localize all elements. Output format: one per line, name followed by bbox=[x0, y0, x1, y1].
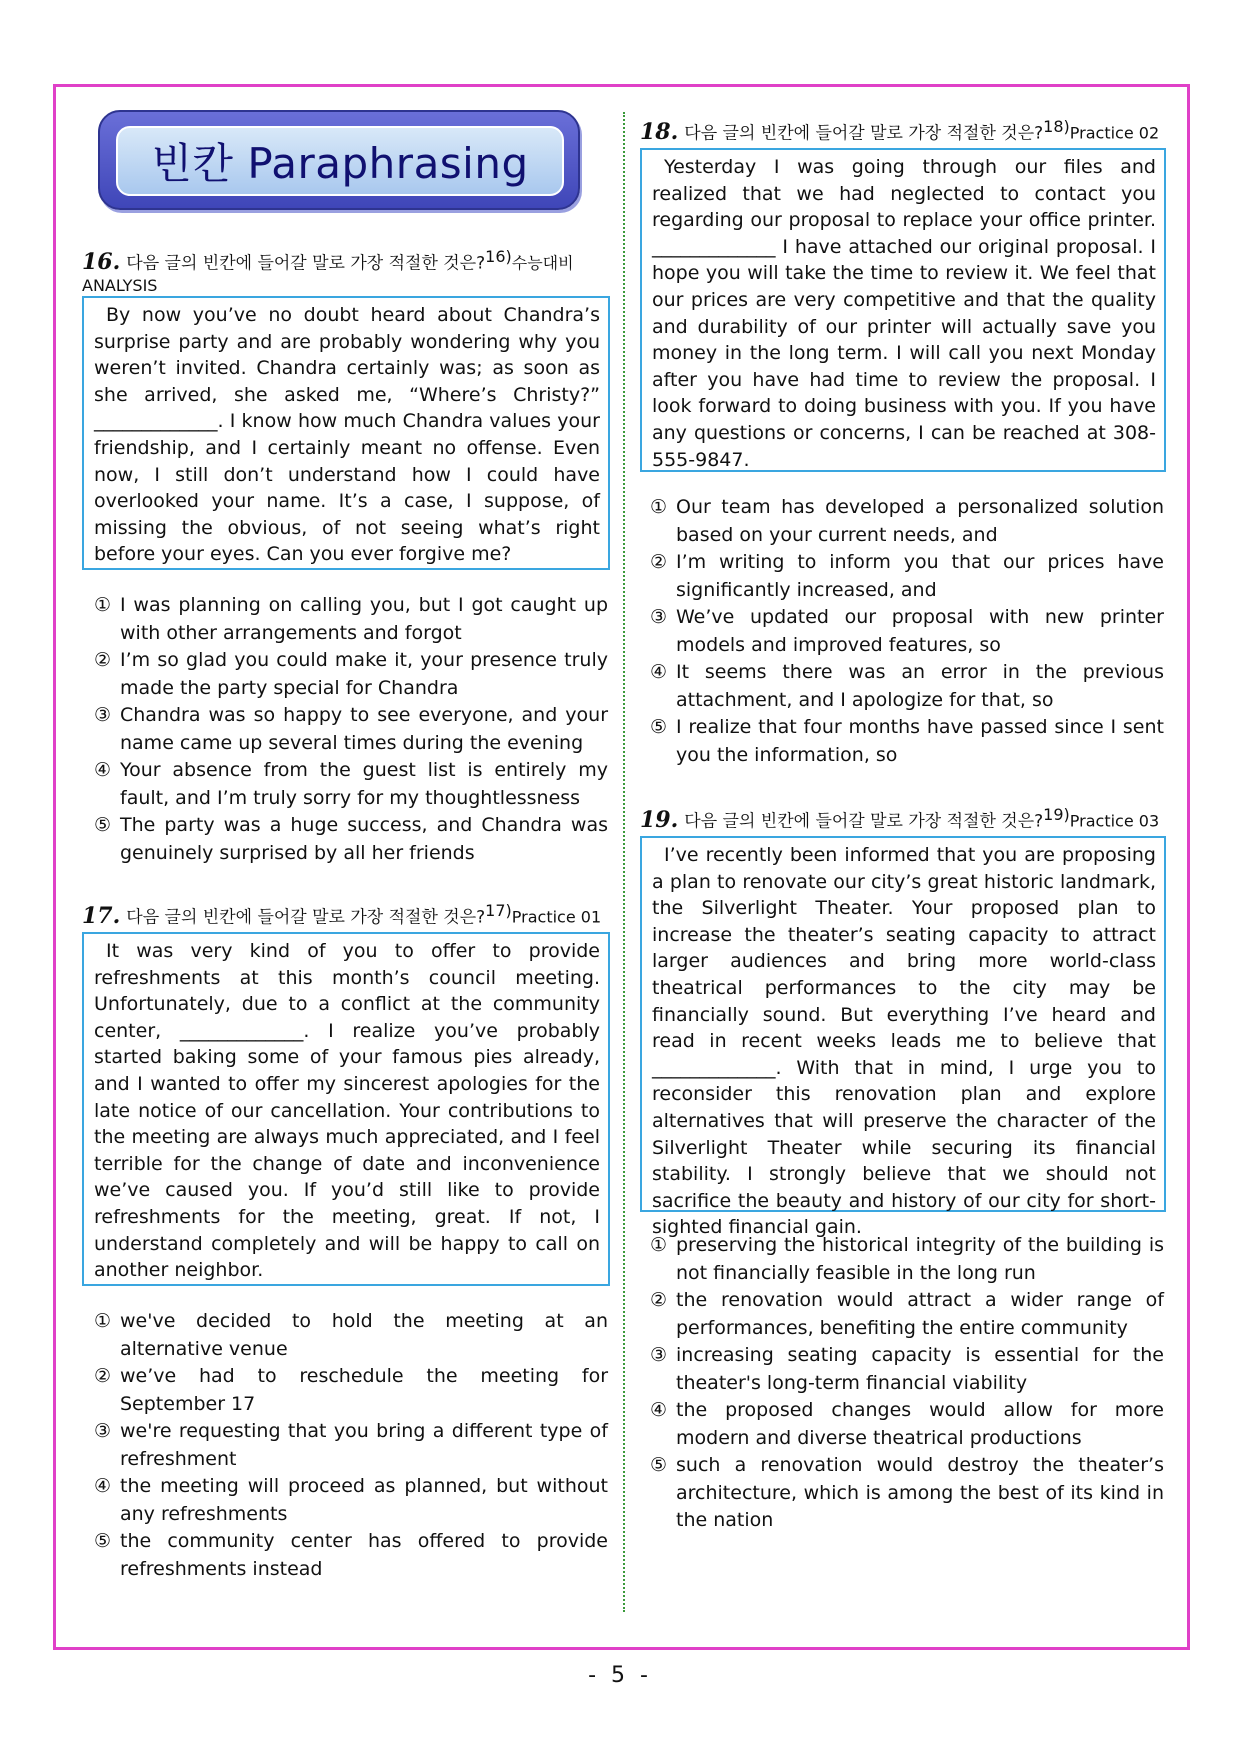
choice-5[interactable] bbox=[648, 1452, 1164, 1535]
choice-text: the meeting will proceed as planned, but without any refreshments bbox=[120, 1475, 608, 1525]
choice-text: we're requesting that you bring a different type of refreshment bbox=[120, 1420, 608, 1470]
choice-text: we've decided to hold the meeting at an alternative venue bbox=[120, 1310, 608, 1360]
choice-text: Chandra was so happy to see everyone, and your name came up several times during the evening bbox=[120, 704, 608, 754]
choice-text: I’m so glad you could make it, your presence truly made the party special for Chandra bbox=[120, 649, 608, 699]
question-16-passage bbox=[82, 296, 610, 570]
choice-marker: ⑤ bbox=[94, 814, 112, 836]
choice-1[interactable] bbox=[648, 1232, 1164, 1287]
question-17-passage bbox=[82, 932, 610, 1286]
question-18-choices bbox=[648, 494, 1164, 769]
choice-text: the community center has offered to provide refreshments instead bbox=[120, 1530, 608, 1580]
choice-3[interactable] bbox=[648, 604, 1164, 659]
question-16-header bbox=[82, 246, 610, 297]
question-source: Practice 01 bbox=[511, 907, 602, 927]
choice-marker: ④ bbox=[94, 1475, 112, 1497]
choice-marker: ① bbox=[650, 1234, 668, 1256]
choice-marker: ① bbox=[94, 1310, 112, 1332]
choice-2[interactable] bbox=[92, 1363, 608, 1418]
choice-marker: ③ bbox=[650, 1344, 668, 1366]
choice-marker: ④ bbox=[650, 661, 668, 683]
choice-marker: ② bbox=[650, 551, 668, 573]
question-prompt: 다음 글의 빈칸에 들어갈 말로 가장 적절한 것은? bbox=[684, 811, 1044, 832]
choice-text: increasing seating capacity is essential for the theater's long-term financial viability bbox=[676, 1344, 1164, 1394]
choice-marker: ⑤ bbox=[94, 1530, 112, 1552]
choice-marker: ② bbox=[650, 1289, 668, 1311]
question-16-choices bbox=[92, 592, 608, 867]
question-source: 수능대비 ANALYSIS bbox=[82, 253, 574, 295]
question-18-passage bbox=[640, 148, 1166, 472]
source-footnote: 18) bbox=[1043, 117, 1070, 136]
question-number: 18. bbox=[640, 118, 679, 145]
choice-5[interactable] bbox=[92, 1528, 608, 1583]
choice-marker: ⑤ bbox=[650, 716, 668, 738]
column-divider bbox=[623, 112, 625, 1612]
choice-text: such a renovation would destroy the theater’s architecture, which is among the best of its kind in the nation bbox=[676, 1454, 1164, 1531]
choice-text: preserving the historical integrity of the building is not financially feasible in the long run bbox=[676, 1234, 1164, 1284]
choice-text: The party was a huge success, and Chandra was genuinely surprised by all her friends bbox=[120, 814, 608, 864]
question-19-header bbox=[640, 804, 1166, 833]
choice-1[interactable] bbox=[92, 592, 608, 647]
question-source: Practice 02 bbox=[1069, 123, 1160, 143]
choice-marker: ② bbox=[94, 649, 112, 671]
question-prompt: 다음 글의 빈칸에 들어갈 말로 가장 적절한 것은? bbox=[126, 253, 486, 274]
section-title: 빈칸 Paraphrasing bbox=[151, 139, 529, 188]
choice-2[interactable] bbox=[648, 1287, 1164, 1342]
source-footnote: 19) bbox=[1043, 805, 1070, 824]
source-footnote: 17) bbox=[485, 901, 512, 920]
question-source: Practice 03 bbox=[1069, 811, 1160, 831]
choice-1[interactable] bbox=[648, 494, 1164, 549]
question-17-choices bbox=[92, 1308, 608, 1583]
choice-text: we’ve had to reschedule the meeting for September 17 bbox=[120, 1365, 608, 1415]
choice-marker: ① bbox=[650, 496, 668, 518]
question-number: 16. bbox=[82, 248, 121, 275]
question-17-header bbox=[82, 900, 610, 929]
choice-2[interactable] bbox=[92, 647, 608, 702]
choice-4[interactable] bbox=[648, 1397, 1164, 1452]
choice-3[interactable] bbox=[92, 1418, 608, 1473]
choice-text: I’m writing to inform you that our prices have significantly increased, and bbox=[676, 551, 1164, 601]
choice-5[interactable] bbox=[648, 714, 1164, 769]
choice-text: We’ve updated our proposal with new printer models and improved features, so bbox=[676, 606, 1164, 656]
choice-4[interactable] bbox=[92, 1473, 608, 1528]
choice-1[interactable] bbox=[92, 1308, 608, 1363]
question-19-choices bbox=[648, 1232, 1164, 1535]
choice-3[interactable] bbox=[648, 1342, 1164, 1397]
choice-text: It seems there was an error in the previous attachment, and I apologize for that, so bbox=[676, 661, 1164, 711]
choice-marker: ④ bbox=[650, 1399, 668, 1421]
question-19-passage bbox=[640, 836, 1166, 1239]
choice-text: I was planning on calling you, but I got caught up with other arrangements and forgot bbox=[120, 594, 608, 644]
choice-text: I realize that four months have passed since I sent you the information, so bbox=[676, 716, 1164, 766]
choice-marker: ④ bbox=[94, 759, 112, 781]
choice-5[interactable] bbox=[92, 812, 608, 867]
choice-marker: ③ bbox=[94, 704, 112, 726]
section-title-banner bbox=[98, 110, 580, 210]
choice-4[interactable] bbox=[92, 757, 608, 812]
choice-text: Your absence from the guest list is entirely my fault, and I’m truly sorry for my thoughtlessness bbox=[120, 759, 608, 809]
passage-text: By now you’ve no doubt heard about Chandra’s surprise party and are probably wondering why you weren’t invited. Chandra certainly was; as soon as she arrived, she asked me, “Where’s Christy?” _____________. I know how much Chandra values your friendship, and I certainly meant no offense. Even now, I still don’t understand how I could have overlooked your name. It’s a case, I suppose, of missing the obvious, of not seeing what’s right before your eyes. Can you ever forgive me? bbox=[94, 304, 600, 566]
choice-text: the renovation would attract a wider range of performances, benefiting the entire community bbox=[676, 1289, 1164, 1339]
choice-text: the proposed changes would allow for more modern and diverse theatrical productions bbox=[676, 1399, 1164, 1449]
question-number: 19. bbox=[640, 806, 679, 833]
question-prompt: 다음 글의 빈칸에 들어갈 말로 가장 적절한 것은? bbox=[126, 907, 486, 928]
choice-marker: ⑤ bbox=[650, 1454, 668, 1476]
choice-2[interactable] bbox=[648, 549, 1164, 604]
choice-marker: ③ bbox=[94, 1420, 112, 1442]
question-18-header bbox=[640, 116, 1166, 145]
choice-marker: ② bbox=[94, 1365, 112, 1387]
section-title-plate bbox=[116, 126, 564, 196]
choice-text: Our team has developed a personalized solution based on your current needs, and bbox=[676, 496, 1164, 546]
passage-text: It was very kind of you to offer to provide refreshments at this month’s council meeting. Unfortunately, due to a conflict at the community center, _____________. I realize you’ve probably started baking some of your famous pies already, and I wanted to offer my sincerest apologies for the late notice of our cancellation. Your contributions to the meeting are always much appreciated, and I feel terrible for the change of date and inconvenience we’ve caused you. If you’d still like to provide refreshments for the meeting, great. If not, I understand completely and will be happy to call on another neighbor. bbox=[94, 940, 600, 1282]
question-number: 17. bbox=[82, 902, 121, 929]
passage-text: Yesterday I was going through our files and realized that we had neglected to contact you regarding our proposal to replace your office printer. _____________ I have attached our original proposal. I hope you will take the time to review it. We feel that our prices are very competitive and that the quality and durability of our printer will actually save you money in the long term. I will call you next Monday after you have had time to review the proposal. I look forward to doing business with you. If you have any questions or concerns, I can be reached at 308-555-9847. bbox=[652, 156, 1156, 471]
choice-4[interactable] bbox=[648, 659, 1164, 714]
source-footnote: 16) bbox=[485, 247, 512, 266]
passage-text: I’ve recently been informed that you are proposing a plan to renovate our city’s great historic landmark, the Silverlight Theater. Your proposed plan to increase the theater’s seating capacity to attract larger audiences and bring more world-class theatrical performances to the city may be financially sound. But everything I’ve heard and read in recent weeks leads me to believe that _____________. With that in mind, I urge you to reconsider this renovation plan and explore alternatives that will preserve the character of the Silverlight Theater while securing its financial stability. I strongly believe that we should not sacrifice the beauty and history of our city for short-sighted financial gain. bbox=[652, 844, 1156, 1239]
choice-marker: ① bbox=[94, 594, 112, 616]
page-number: - 5 - bbox=[588, 1663, 652, 1688]
choice-3[interactable] bbox=[92, 702, 608, 757]
choice-marker: ③ bbox=[650, 606, 668, 628]
question-prompt: 다음 글의 빈칸에 들어갈 말로 가장 적절한 것은? bbox=[684, 123, 1044, 144]
